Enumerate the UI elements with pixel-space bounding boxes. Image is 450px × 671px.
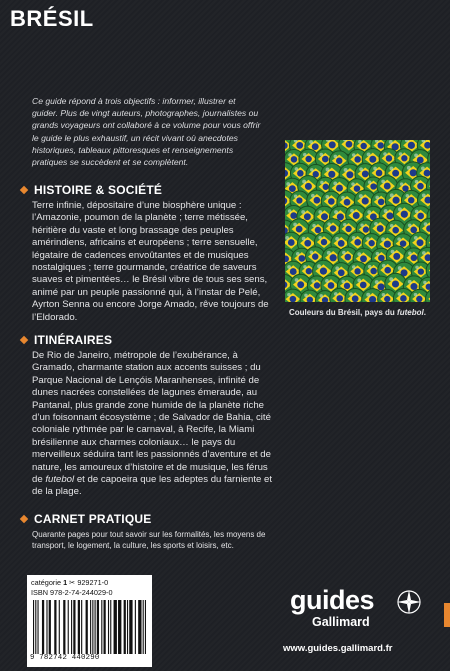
barcode-bar: [129, 600, 132, 654]
ball-highlight: [304, 294, 307, 297]
flag-globe: [370, 268, 377, 275]
ball-highlight: [367, 210, 371, 214]
ball-highlight: [415, 266, 418, 269]
flag-globe: [417, 213, 424, 220]
flag-globe: [337, 213, 344, 220]
categorie-label: catégorie: [31, 578, 62, 587]
flag-globe: [297, 281, 304, 288]
flag-globe: [352, 295, 359, 302]
product-code: 929271-0: [77, 578, 109, 587]
flag-globe: [392, 227, 399, 234]
flag-globe: [298, 255, 305, 262]
logo-word-gallimard: Gallimard: [312, 615, 370, 629]
flag-globe: [377, 225, 384, 232]
flag-globe: [393, 253, 400, 260]
ball-highlight: [383, 152, 387, 156]
flag-globe: [290, 212, 297, 219]
flag-globe: [305, 183, 312, 190]
flag-globe: [296, 142, 303, 149]
flag-globe: [410, 226, 417, 233]
barcode-bar: [81, 600, 82, 654]
flag-globe: [360, 143, 366, 149]
ball-highlight: [350, 209, 354, 213]
ball-highlight: [318, 210, 322, 214]
ball-highlight: [384, 209, 388, 213]
barcode-bar: [127, 600, 128, 654]
flag-globe: [411, 255, 418, 262]
ball-highlight: [421, 167, 425, 171]
barcode-bar: [54, 600, 56, 654]
flag-globe: [386, 155, 392, 161]
ball-highlight: [422, 194, 426, 198]
diamond-bullet-icon: [20, 336, 28, 344]
barcode-bar: [49, 600, 51, 654]
barcode-bar: [63, 600, 65, 654]
ball-highlight: [408, 280, 412, 284]
flag-globe: [306, 268, 312, 274]
ball-highlight: [381, 180, 385, 184]
flag-globe: [362, 197, 369, 204]
barcode-bar: [92, 600, 93, 654]
intro-paragraph: Ce guide répond à trois objectifs : informer, illustrer et guider. Plus de vingt auteurs, photographes, journalistes ou grands voyageurs ont collaboré à ce volume pour vous offrir le guide le plus exhaustif, un récit vivant où anecdotes historiques, tableaux pittoresques et renseignements pratiques se succèdent et se complètent.: [32, 96, 261, 168]
flag-globe: [377, 283, 384, 290]
flag-globe: [363, 226, 369, 232]
flag-globe: [353, 212, 360, 219]
ball-highlight: [318, 236, 321, 239]
flag-globe: [408, 142, 415, 149]
flag-globe: [296, 197, 302, 203]
ball-highlight: [399, 152, 402, 155]
flag-globe: [289, 185, 296, 192]
ball-highlight: [310, 168, 313, 171]
flag-globe: [408, 197, 414, 203]
flag-globe: [290, 268, 297, 275]
ball-highlight: [334, 210, 338, 214]
flag-globe: [345, 254, 352, 261]
itineraires-body: [32, 350, 277, 499]
ball-highlight: [376, 252, 380, 256]
histoire-body: Terre infinie, dépositaire d’une biosphère unique : l’Amazonie, poumon de la planète ; terre métissée, héritière du vaste et long brassage des peuples amérindiens, africains et européens ; terre sensuelle, légataire de cadences envoûtantes et de musiques nostalgiques ; terre gourmande, créatrice de saveurs suaves et pimentées… le Brésil vibre de tous ses sens, animé par un peuple passionné qui, à l’instar de Pelé, Ayrton Senna ou encore Jorge Amado, rêve toujours de l’Eldorado.: [32, 200, 269, 323]
ball-highlight: [391, 250, 395, 254]
ball-highlight: [414, 236, 418, 240]
ball-highlight: [390, 224, 394, 228]
barcode-bar: [46, 600, 47, 654]
ball-highlight: [311, 194, 315, 198]
ball-highlight: [390, 193, 394, 197]
ball-highlight: [359, 194, 363, 198]
ball-highlight: [293, 223, 297, 227]
ball-highlight: [358, 140, 362, 143]
ball-highlight: [408, 252, 412, 256]
barcode-bar: [37, 600, 38, 654]
flag-globe: [305, 156, 311, 162]
ball-highlight: [320, 153, 324, 157]
flag-globe: [304, 213, 311, 220]
ball-highlight: [414, 293, 417, 296]
ball-highlight: [287, 265, 291, 269]
flag-globe: [392, 170, 399, 177]
ball-highlight: [334, 292, 338, 296]
barcode-bar: [135, 600, 136, 654]
flag-globe: [344, 199, 351, 206]
ball-highlight: [288, 209, 292, 213]
flag-globe: [384, 267, 391, 274]
scissors-icon: ✂: [69, 578, 76, 587]
flag-globe: [369, 240, 375, 246]
barcode-bar: [33, 600, 34, 654]
ball-highlight: [352, 236, 356, 240]
ball-highlight: [320, 294, 323, 297]
ball-highlight: [311, 279, 314, 282]
ball-highlight: [327, 251, 331, 255]
barcode-bar: [143, 600, 144, 654]
section-carnet: [32, 512, 277, 551]
ball-highlight: [415, 180, 419, 184]
barcode-bar: [35, 600, 36, 654]
ball-highlight: [360, 224, 363, 227]
flag-globe: [338, 269, 345, 276]
ball-highlight: [343, 223, 346, 226]
book-title: BRÉSIL: [10, 6, 94, 31]
itineraires-text-2: et de capoeira que les adeptes du farniente et de la plage.: [32, 474, 273, 498]
flag-globe: [370, 183, 376, 189]
barcode-bar: [145, 600, 146, 654]
diamond-bullet-icon: [20, 515, 28, 523]
ball-highlight: [390, 167, 394, 171]
categorie-line: [31, 578, 108, 587]
ball-highlight: [320, 181, 323, 184]
flag-globe: [338, 240, 345, 247]
ball-highlight: [341, 280, 344, 283]
ball-highlight: [325, 195, 329, 199]
flag-globe: [288, 239, 295, 246]
flag-globe: [297, 170, 304, 177]
section-heading: [21, 183, 277, 197]
flag-globe: [312, 253, 318, 259]
ball-highlight: [359, 167, 363, 171]
carnet-heading: CARNET PRATIQUE: [34, 512, 152, 526]
ball-highlight: [368, 180, 371, 183]
flag-globe: [378, 255, 385, 262]
categorie-num: 1: [63, 578, 68, 587]
flag-globe: [377, 142, 383, 148]
flag-globe: [304, 240, 311, 247]
website-url[interactable]: www.guides.gallimard.fr: [283, 643, 393, 654]
flag-globe: [323, 184, 329, 190]
ball-highlight: [303, 153, 307, 157]
flag-globe: [328, 171, 335, 178]
ball-highlight: [317, 264, 321, 268]
flag-globe: [369, 156, 376, 163]
flag-globe: [336, 185, 343, 192]
brazil-balls-photo: [285, 140, 430, 302]
barcode-bar: [73, 600, 75, 654]
ball-highlight: [408, 223, 412, 227]
ball-highlight: [423, 281, 426, 284]
barcode-bar: [71, 600, 72, 654]
itineraires-heading: ITINÉRAIRES: [34, 333, 113, 347]
ball-highlight: [389, 140, 393, 144]
ball-highlight: [285, 236, 289, 240]
flag-globe: [320, 268, 327, 275]
flag-globe: [384, 183, 391, 190]
flag-globe: [376, 170, 383, 177]
ball-highlight: [352, 265, 355, 268]
flag-globe: [321, 239, 327, 245]
itineraires-text-1: De Rio de Janeiro, métropole de l’exubérance, à Gramado, charmante station aux accents suisses ; du Parque Nacional de Lençóis Maranhenses, infinité de dunes nacrées constellées de lagunes émeraude, au Pantanal, plus grande zone humide de la planète riche d’un foisonnant écosystème ; de Salvador de Bahia, cité coloniale rythmée par le carnaval, à Recife, la Miami brésilienne aux charmes coloniaux… le pays du merveilleux séduira tant les passionnés d’aventure et de nature, les amoureux d’histoire et de musique, les férus de: [32, 350, 271, 486]
logo-word-guides: guides: [290, 585, 375, 615]
flag-globe: [330, 254, 337, 261]
ball-highlight: [352, 153, 356, 157]
ball-highlight: [375, 196, 379, 200]
barcode-bar: [124, 600, 126, 654]
barcode-bar: [108, 600, 109, 654]
flag-globe: [344, 283, 350, 289]
flag-globe: [336, 295, 343, 302]
barcode-box: [27, 575, 152, 667]
flag-globe: [346, 171, 353, 178]
ball-highlight: [287, 293, 291, 297]
barcode-bar: [95, 600, 96, 654]
ball-highlight: [296, 252, 300, 256]
ball-highlight: [349, 292, 353, 296]
flag-globe: [378, 199, 385, 206]
caption-end: .: [423, 308, 426, 317]
flag-globe: [330, 225, 336, 231]
ball-highlight: [366, 293, 370, 297]
ball-highlight: [327, 222, 331, 226]
ball-highlight: [368, 265, 372, 269]
flag-globe: [296, 226, 303, 233]
isbn-line: ISBN 978-2-74-244029-0: [31, 588, 113, 597]
ball-highlight: [389, 277, 393, 281]
ball-highlight: [357, 279, 361, 283]
photo-caption: [289, 308, 449, 317]
ball-highlight: [325, 279, 329, 283]
barcode-bar: [90, 600, 91, 654]
ball-highlight: [335, 237, 339, 241]
barcode-bar: [78, 600, 80, 654]
flag-globe: [345, 226, 351, 232]
section-histoire: [32, 183, 277, 324]
flag-globe: [418, 268, 424, 274]
ball-highlight: [351, 182, 355, 186]
flag-globe: [321, 213, 328, 220]
flag-globe: [360, 255, 367, 262]
flag-globe: [386, 212, 393, 219]
ball-highlight: [312, 224, 316, 228]
section-heading: [21, 512, 277, 526]
ball-highlight: [341, 196, 345, 200]
flag-globe: [400, 295, 407, 302]
barcode-bar: [101, 600, 102, 654]
barcode-bar: [42, 600, 44, 654]
ball-highlight: [414, 153, 418, 157]
ball-highlight: [309, 140, 313, 144]
ball-highlight: [295, 167, 299, 171]
flag-globe: [417, 183, 424, 190]
flag-globe: [354, 239, 361, 246]
ball-highlight: [310, 251, 313, 254]
ball-highlight: [382, 264, 386, 268]
barcode-bar: [114, 600, 117, 654]
flag-globe: [336, 158, 343, 165]
carnet-body: Quarante pages pour tout savoir sur les formalités, les moyens de transport, le logement, la culture, les sports et loisirs, etc.: [32, 530, 266, 551]
flag-globe: [322, 156, 329, 163]
flag-globe: [416, 296, 422, 302]
ball-highlight: [334, 155, 338, 159]
ball-highlight: [288, 153, 292, 157]
flag-globe: [401, 211, 408, 218]
ball-highlight: [406, 194, 410, 198]
flag-globe: [314, 197, 321, 204]
barcode-bar: [59, 600, 60, 654]
ball-highlight: [302, 237, 306, 241]
flag-globe: [315, 227, 321, 233]
flag-globe: [354, 185, 360, 191]
flag-globe: [314, 282, 320, 288]
ball-highlight: [398, 266, 402, 270]
ball-highlight: [335, 266, 339, 270]
flag-globe: [346, 141, 353, 148]
flag-globe: [400, 240, 407, 247]
barcode-bars: [33, 600, 146, 654]
diamond-bullet-icon: [20, 186, 28, 194]
flag-globe: [291, 156, 298, 163]
ball-highlight: [302, 180, 306, 184]
flag-globe: [329, 141, 336, 148]
section-heading: [21, 333, 277, 347]
barcode-bar: [86, 600, 88, 654]
ball-highlight: [286, 182, 290, 186]
flag-globe: [384, 241, 391, 248]
flag-globe: [354, 268, 360, 274]
ball-highlight: [303, 265, 306, 268]
ball-highlight: [366, 237, 369, 240]
barcode-digits: 9 782742 440290: [30, 654, 100, 662]
flag-globe: [410, 169, 417, 176]
barcode-bar: [110, 600, 111, 654]
flag-globe: [417, 239, 424, 246]
ball-highlight: [407, 166, 411, 170]
barcode-bar: [103, 600, 105, 654]
ball-highlight: [342, 251, 346, 255]
flag-globe: [354, 156, 361, 163]
histoire-heading: HISTOIRE & SOCIÉTÉ: [34, 183, 163, 197]
orange-edge-tab: [444, 603, 450, 627]
ball-highlight: [326, 168, 330, 172]
ball-highlight: [344, 168, 348, 172]
ball-highlight: [400, 182, 403, 185]
flag-globe: [384, 296, 390, 302]
section-itineraires: [32, 333, 277, 499]
caption-text: Couleurs du Brésil, pays du: [289, 308, 398, 317]
ball-highlight: [373, 167, 377, 171]
flag-globe: [392, 280, 399, 287]
flag-globe: [362, 171, 369, 178]
ball-highlight: [357, 252, 361, 256]
ball-highlight: [397, 237, 401, 241]
barcode-bar: [138, 600, 141, 654]
flag-globe: [328, 282, 335, 289]
flag-globe: [360, 282, 367, 289]
ball-highlight: [398, 207, 402, 211]
ball-highlight: [398, 292, 402, 296]
ball-highlight: [374, 222, 378, 226]
balls-illustration: [285, 140, 430, 302]
ball-highlight: [415, 210, 419, 214]
ball-highlight: [294, 195, 297, 198]
itineraires-italic: futebol: [45, 474, 75, 486]
ball-highlight: [295, 278, 299, 282]
flag-globe: [312, 143, 319, 150]
ball-highlight: [367, 153, 371, 157]
publisher-logo: [288, 585, 423, 635]
flag-globe: [401, 155, 407, 161]
ball-highlight: [382, 293, 385, 296]
barcode-bar: [118, 600, 121, 654]
compass-icon: [396, 589, 422, 615]
ball-highlight: [424, 222, 428, 226]
ball-highlight: [301, 210, 305, 214]
flag-globe: [410, 283, 417, 290]
ball-highlight: [333, 181, 337, 185]
barcode-bar: [97, 600, 99, 654]
flag-globe: [328, 198, 335, 205]
barcode-bar: [68, 600, 69, 654]
flag-globe: [393, 197, 400, 204]
ball-highlight: [422, 251, 426, 255]
ball-highlight: [381, 237, 385, 241]
ball-highlight: [375, 280, 379, 284]
caption-italic: futebol: [397, 308, 424, 317]
